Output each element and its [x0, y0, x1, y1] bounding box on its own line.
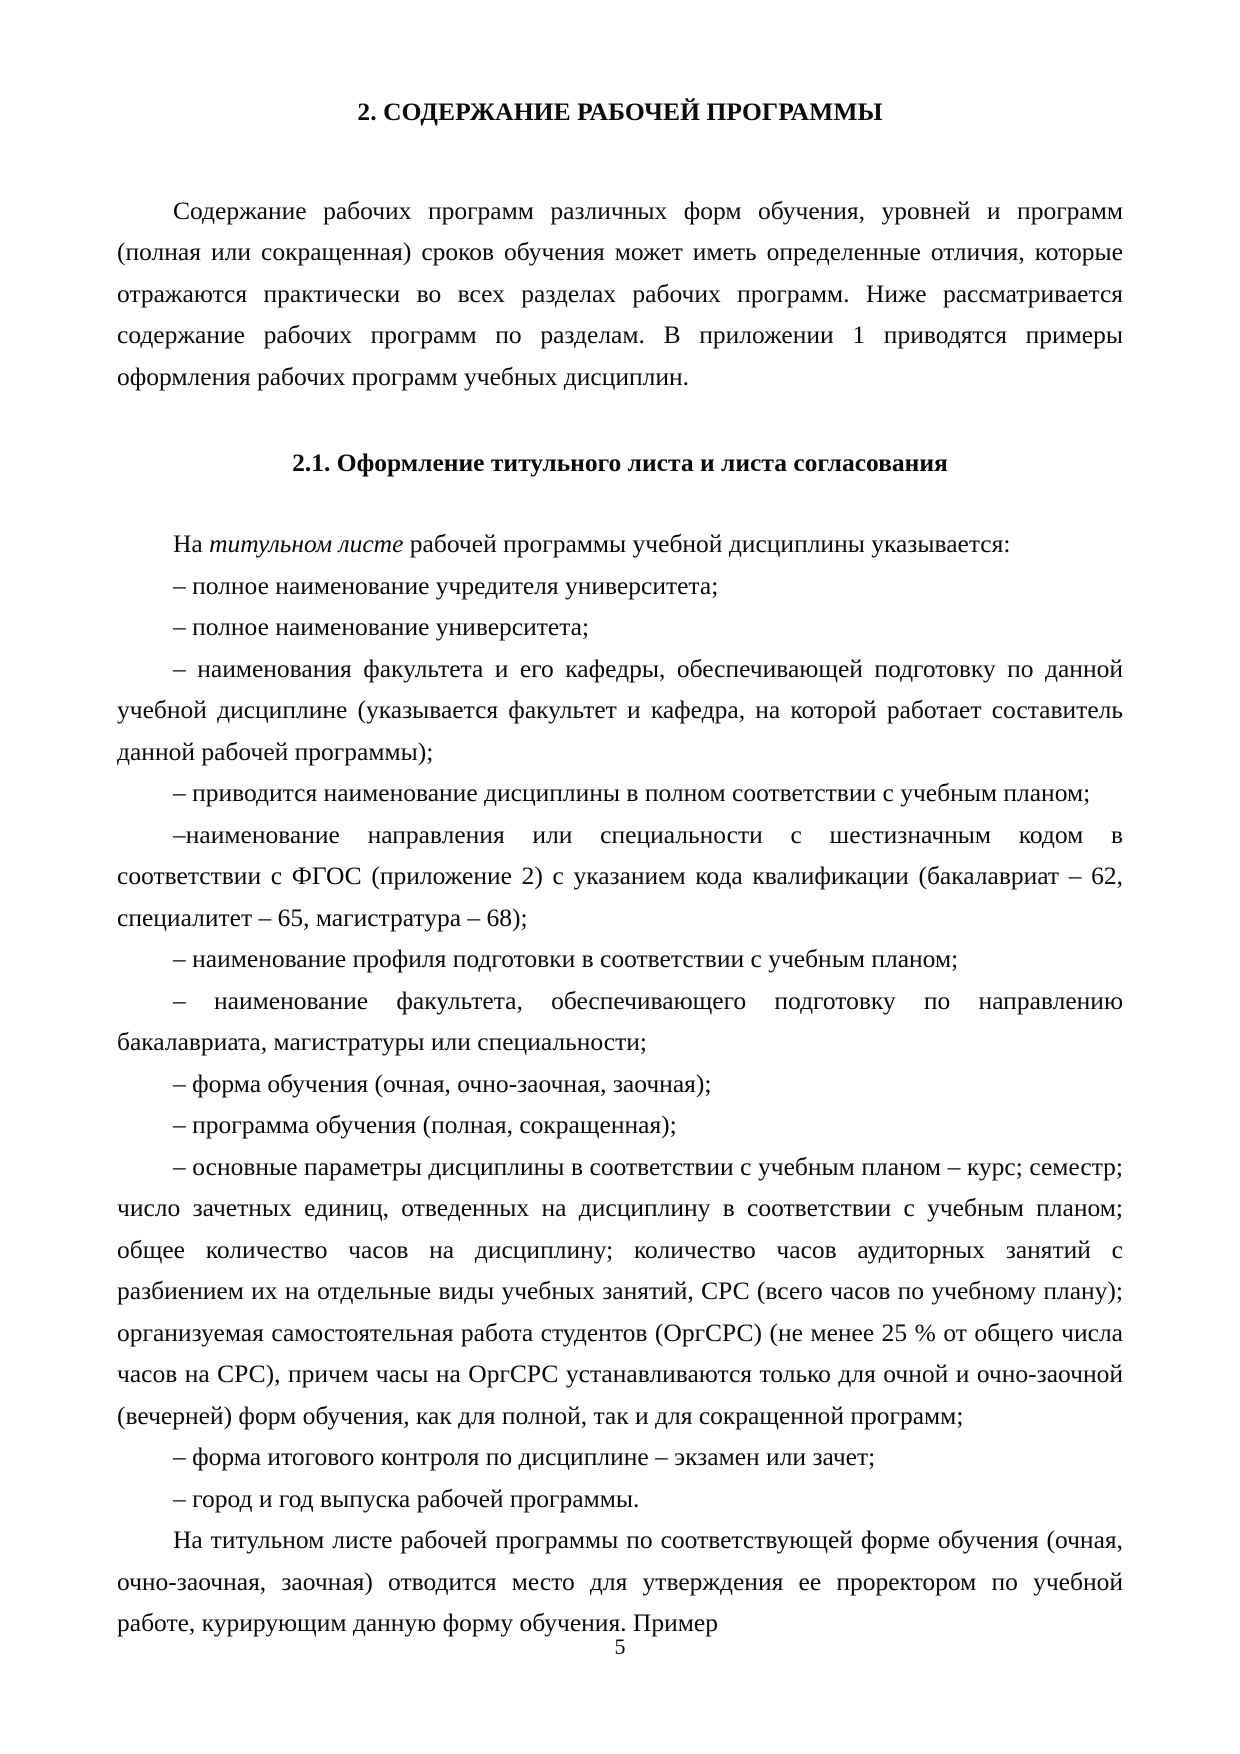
- list-item: –наименование направления или специальности с шестизначным кодом в соответствии с ФГОС (приложение 2) с указанием кода квалификации (бакалавриат – 62, специалитет – 65, магистратура – 68);: [117, 819, 1123, 932]
- list-item: – основные параметры дисциплины в соответствии с учебным планом – курс; семестр; число зачетных единиц, отведенных на дисциплину в соответствии с учебным планом; общее количество часов на дисциплину; количество часов аудиторных занятий с разбиением их на отдельные виды учебных занятий, СРС (всего часов по учебному плану); организуемая самостоятельная работа студентов (ОргСРС) (не менее 25 % от общего числа часов на СРС), причем часы на ОргСРС устанавливаются только для очной и очно-заочной (вечерней) форм обучения, как для полной, так и для сокращенной программ;: [117, 1151, 1123, 1430]
- page-number: 5: [614, 1634, 626, 1659]
- list-item: – полное наименование университета;: [173, 612, 590, 642]
- section-heading-2-1: 2.1. Оформление титульного листа и листа согласования: [292, 448, 948, 478]
- list-item: – наименования факультета и его кафедры, обеспечивающей подготовку по данной учебной дисциплине (указывается факультет и кафедра, на которой работает составитель данной рабочей программы);: [117, 653, 1123, 766]
- list-item: – форма обучения (очная, очно-заочная, заочная);: [173, 1068, 712, 1098]
- lead-italic-term: титульном листе: [209, 529, 404, 559]
- lead-suffix-text: рабочей программы учебной дисциплины указывается:: [403, 529, 1011, 559]
- list-item: – программа обучения (полная, сокращенная);: [173, 1110, 677, 1140]
- list-item: – приводится наименование дисциплины в полном соответствии с учебным планом;: [173, 778, 1091, 808]
- page-title: 2. СОДЕРЖАНИЕ РАБОЧЕЙ ПРОГРАММЫ: [357, 97, 883, 126]
- section-lead-paragraph: [117, 523, 1123, 565]
- list-item: – форма итогового контроля по дисциплине – экзамен или зачет;: [173, 1442, 876, 1472]
- intro-paragraph: Содержание рабочих программ различных форм обучения, уровней и программ (полная или сокращенная) сроков обучения может иметь определенные отличия, которые отражаются практически во всех разделах рабочих программ. Ниже рассматривается содержание рабочих программ по разделам. В приложении 1 приводятся примеры оформления рабочих программ учебных дисциплин.: [117, 195, 1123, 391]
- list-item: – наименование профиля подготовки в соответствии с учебным планом;: [173, 944, 959, 974]
- list-item: – полное наименование учредителя университета;: [173, 570, 719, 600]
- spacer-before-section: [117, 397, 1123, 447]
- list-item: – наименование факультета, обеспечивающего подготовку по направлению бакалавриата, магистратуры или специальности;: [117, 985, 1123, 1057]
- page-content: [117, 96, 1123, 1644]
- spacer-after-title: [117, 128, 1123, 190]
- closing-paragraph: На титульном листе рабочей программы по соответствующей форме обучения (очная, очно-заочная, заочная) отводится место для утверждения ее проректором по учебной работе, курирующим данную форму обучения. Пример: [117, 1525, 1123, 1638]
- list-item: – город и год выпуска рабочей программы.: [173, 1483, 640, 1513]
- spacer-after-section: [117, 479, 1123, 523]
- lead-prefix-text: На: [173, 529, 210, 559]
